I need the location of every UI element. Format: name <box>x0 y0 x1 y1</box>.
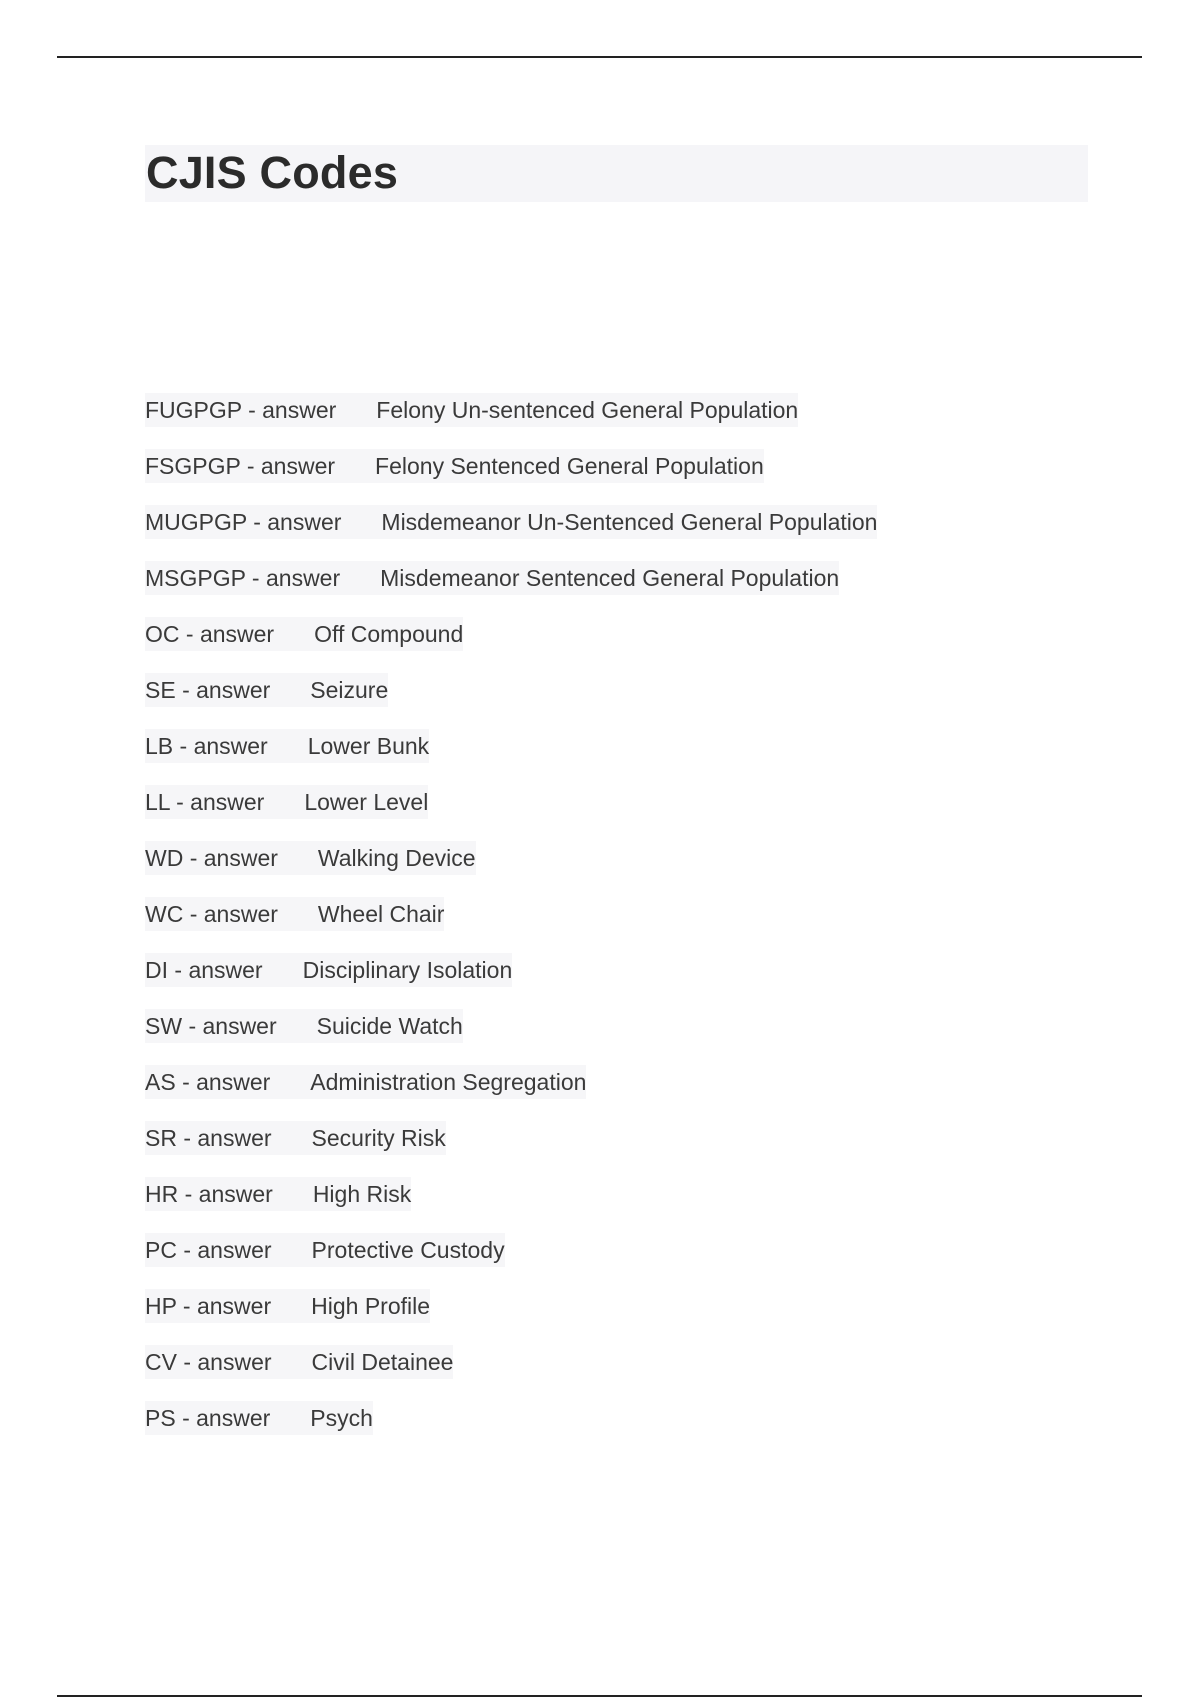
code-list-item <box>145 1121 877 1177</box>
code-definition: Civil Detainee <box>312 1345 454 1379</box>
code-list-item <box>145 561 877 617</box>
code-term: SE - answer <box>145 673 310 707</box>
code-definition: Wheel Chair <box>318 897 445 931</box>
code-term: FUGPGP - answer <box>145 393 376 427</box>
code-definition: High Risk <box>313 1177 411 1211</box>
code-definition: Off Compound <box>314 617 463 651</box>
code-definition: Felony Un-sentenced General Population <box>376 393 798 427</box>
code-list <box>145 393 877 1457</box>
code-definition: Administration Segregation <box>310 1065 586 1099</box>
code-term: LB - answer <box>145 729 308 763</box>
code-definition: Lower Bunk <box>308 729 429 763</box>
code-term: WD - answer <box>145 841 318 875</box>
code-definition: Felony Sentenced General Population <box>375 449 764 483</box>
code-list-item <box>145 729 877 785</box>
code-definition: Misdemeanor Sentenced General Population <box>380 561 839 595</box>
code-definition: Psych <box>310 1401 373 1435</box>
code-term: PC - answer <box>145 1233 312 1267</box>
code-term: CV - answer <box>145 1345 312 1379</box>
code-list-item <box>145 953 877 1009</box>
code-term: FSGPGP - answer <box>145 449 375 483</box>
code-term: MSGPGP - answer <box>145 561 380 595</box>
code-definition: Misdemeanor Un-Sentenced General Population <box>381 505 877 539</box>
code-list-item <box>145 785 877 841</box>
code-term: SW - answer <box>145 1009 317 1043</box>
code-term: HP - answer <box>145 1289 311 1323</box>
code-list-item <box>145 1289 877 1345</box>
code-list-item <box>145 1065 877 1121</box>
code-definition: Seizure <box>310 673 388 707</box>
code-list-item <box>145 1401 877 1457</box>
code-list-item <box>145 393 877 449</box>
code-term: LL - answer <box>145 785 304 819</box>
code-list-item <box>145 1177 877 1233</box>
code-term: SR - answer <box>145 1121 312 1155</box>
code-term: PS - answer <box>145 1401 310 1435</box>
code-definition: Lower Level <box>304 785 428 819</box>
code-definition: Suicide Watch <box>317 1009 463 1043</box>
code-definition: Security Risk <box>312 1121 446 1155</box>
code-term: DI - answer <box>145 953 303 987</box>
code-definition: Protective Custody <box>312 1233 505 1267</box>
code-list-item <box>145 1345 877 1401</box>
code-list-item <box>145 505 877 561</box>
code-list-item <box>145 673 877 729</box>
code-list-item <box>145 1009 877 1065</box>
code-term: AS - answer <box>145 1065 310 1099</box>
code-list-item <box>145 1233 877 1289</box>
code-definition: Walking Device <box>318 841 476 875</box>
bottom-rule <box>57 1695 1142 1697</box>
code-list-item <box>145 449 877 505</box>
code-list-item <box>145 841 877 897</box>
code-term: WC - answer <box>145 897 318 931</box>
code-list-item <box>145 897 877 953</box>
code-definition: Disciplinary Isolation <box>303 953 513 987</box>
code-term: MUGPGP - answer <box>145 505 381 539</box>
page-title: CJIS Codes <box>146 147 399 198</box>
top-rule <box>57 56 1142 58</box>
code-term: OC - answer <box>145 617 314 651</box>
code-list-item <box>145 617 877 673</box>
code-term: HR - answer <box>145 1177 313 1211</box>
code-definition: High Profile <box>311 1289 430 1323</box>
